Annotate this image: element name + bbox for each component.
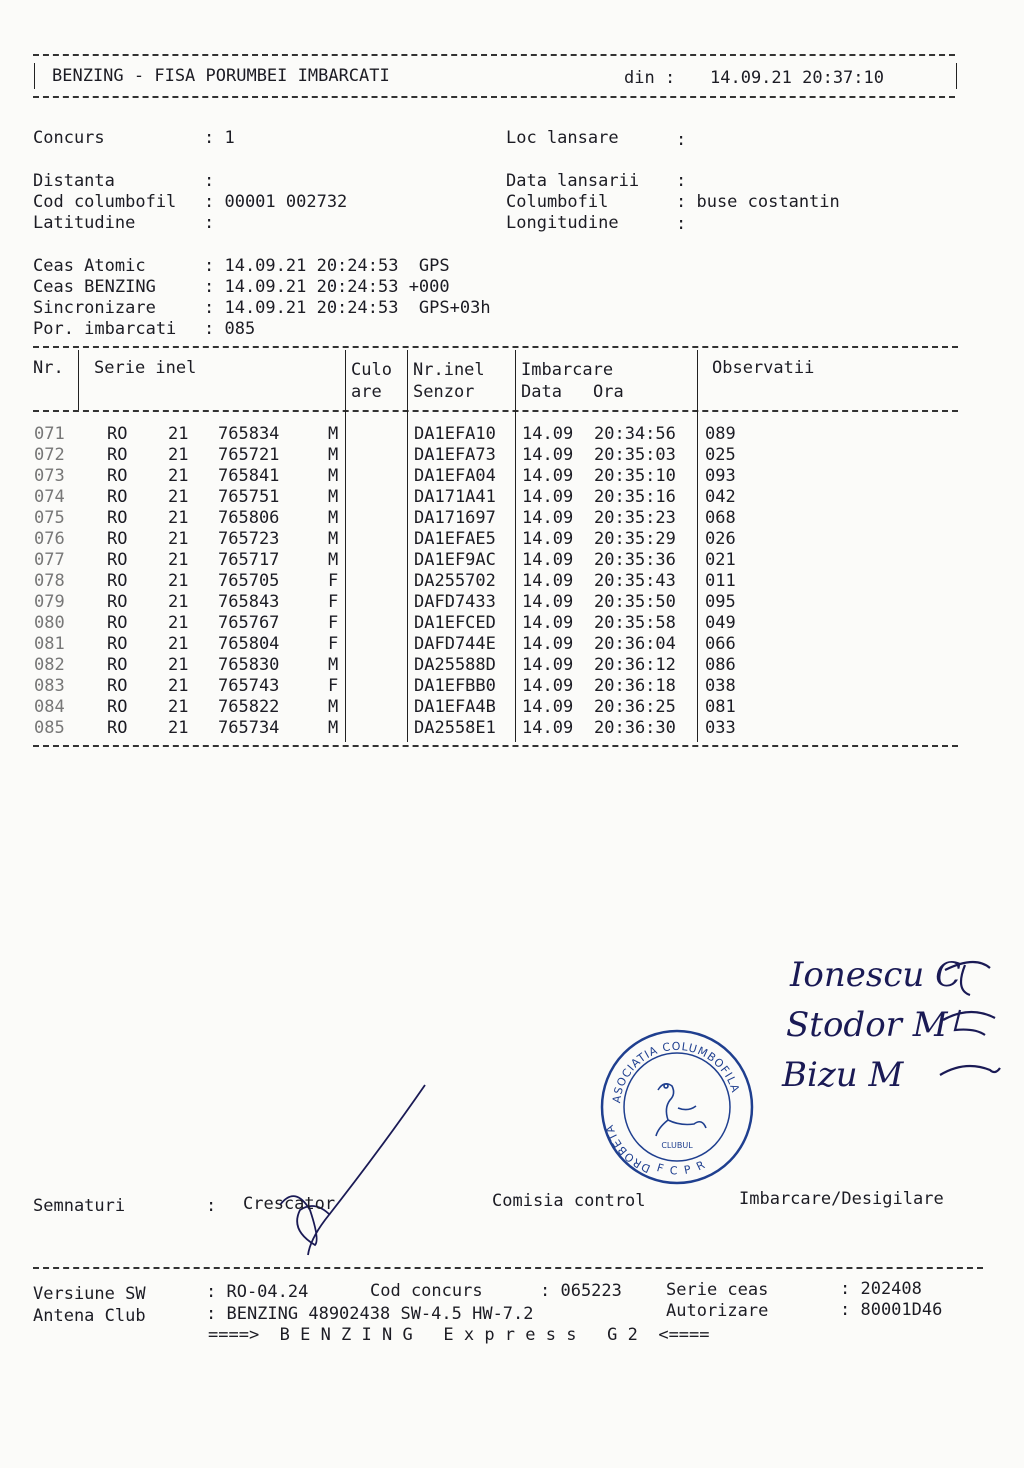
- row-sex: M: [328, 508, 339, 528]
- ceas-benzing-label: Ceas BENZING: [33, 277, 156, 297]
- row-time: 20:35:50: [594, 592, 676, 612]
- row-time: 20:36:30: [594, 718, 676, 738]
- svg-text:DROBETA: [603, 1123, 653, 1176]
- row-observatii: 081: [705, 697, 736, 717]
- por-imbarcati-label: Por. imbarcati: [33, 319, 177, 339]
- row-sensor: DA1EFA10: [414, 424, 496, 444]
- data-lansarii-label: Data lansarii: [506, 171, 640, 191]
- din-label: din :: [624, 68, 676, 88]
- row-year: 21: [168, 508, 189, 528]
- row-sensor: DA171A41: [414, 487, 496, 507]
- row-observatii: 033: [705, 718, 736, 738]
- row-ring-number: 765767: [218, 613, 280, 633]
- row-date: 14.09: [522, 466, 574, 486]
- row-date: 14.09: [522, 487, 574, 507]
- comisia-control-label: Comisia control: [492, 1191, 646, 1211]
- ceas-atomic-label: Ceas Atomic: [33, 256, 146, 276]
- latitudine-value: :: [204, 213, 215, 233]
- table-top-border: [33, 346, 958, 348]
- row-year: 21: [168, 424, 189, 444]
- row-ring-number: 765822: [218, 697, 280, 717]
- row-time: 20:35:36: [594, 550, 676, 570]
- sincronizare-label: Sincronizare: [33, 298, 156, 318]
- row-country: RO: [107, 634, 128, 654]
- row-year: 21: [168, 697, 189, 717]
- row-nr: 083: [34, 676, 65, 696]
- columbofil-value: : buse costantin: [676, 192, 840, 212]
- handwritten-name-1: Ionescu C: [790, 955, 962, 995]
- row-sex: F: [328, 676, 339, 696]
- table-bottom-border: [33, 745, 958, 747]
- row-ring-number: 765705: [218, 571, 280, 591]
- row-ring-number: 765804: [218, 634, 280, 654]
- row-observatii: 095: [705, 592, 736, 612]
- th-imbarcare: Imbarcare: [521, 360, 614, 380]
- row-observatii: 038: [705, 676, 736, 696]
- row-ring-number: 765734: [218, 718, 280, 738]
- row-ring-number: 765721: [218, 445, 280, 465]
- imbarcare-desigilare-label: Imbarcare/Desigilare: [739, 1189, 944, 1209]
- row-sex: M: [328, 529, 339, 549]
- row-country: RO: [107, 613, 128, 633]
- th-nr: Nr.: [33, 358, 64, 378]
- row-observatii: 042: [705, 487, 736, 507]
- row-time: 20:35:03: [594, 445, 676, 465]
- row-ring-number: 765717: [218, 550, 280, 570]
- serie-ceas-value: : 202408: [840, 1279, 922, 1299]
- header-right-border: [956, 63, 957, 89]
- club-stamp: [598, 1028, 756, 1186]
- row-nr: 076: [34, 529, 65, 549]
- row-sex: M: [328, 424, 339, 444]
- row-nr: 075: [34, 508, 65, 528]
- th-nr-inel: Nr.inel: [413, 360, 485, 380]
- row-country: RO: [107, 445, 128, 465]
- sincronizare-value: : 14.09.21 20:24:53 GPS+03h: [204, 298, 491, 318]
- row-nr: 078: [34, 571, 65, 591]
- row-nr: 073: [34, 466, 65, 486]
- stamp-pigeon-icon: [656, 1084, 706, 1136]
- row-observatii: 086: [705, 655, 736, 675]
- row-sensor: DA1EFAE5: [414, 529, 496, 549]
- table-header-border: [33, 410, 958, 412]
- row-nr: 071: [34, 424, 65, 444]
- row-observatii: 093: [705, 466, 736, 486]
- row-sensor: DA1EF9AC: [414, 550, 496, 570]
- row-nr: 081: [34, 634, 65, 654]
- row-country: RO: [107, 697, 128, 717]
- row-ring-number: 765843: [218, 592, 280, 612]
- document-title: BENZING - FISA PORUMBEI IMBARCATI: [52, 66, 390, 86]
- row-sex: M: [328, 655, 339, 675]
- row-ring-number: 765743: [218, 676, 280, 696]
- row-year: 21: [168, 655, 189, 675]
- th-data: Data: [521, 382, 562, 402]
- row-date: 14.09: [522, 529, 574, 549]
- row-nr: 079: [34, 592, 65, 612]
- th-culoare: Culo: [351, 360, 392, 380]
- row-sensor: DA1EFBB0: [414, 676, 496, 696]
- row-observatii: 066: [705, 634, 736, 654]
- row-sensor: DAFD744E: [414, 634, 496, 654]
- row-sensor: DA171697: [414, 508, 496, 528]
- row-year: 21: [168, 550, 189, 570]
- row-sex: M: [328, 466, 339, 486]
- row-year: 21: [168, 613, 189, 633]
- row-year: 21: [168, 718, 189, 738]
- th-ora: Ora: [593, 382, 624, 402]
- row-ring-number: 765806: [218, 508, 280, 528]
- row-time: 20:35:58: [594, 613, 676, 633]
- longitudine-label: Longitudine: [506, 213, 619, 233]
- th-culoare-2: are: [351, 382, 382, 402]
- header-top-border: [33, 54, 955, 56]
- row-country: RO: [107, 424, 128, 444]
- row-sex: M: [328, 445, 339, 465]
- row-nr: 082: [34, 655, 65, 675]
- row-country: RO: [107, 676, 128, 696]
- row-country: RO: [107, 655, 128, 675]
- row-sex: F: [328, 592, 339, 612]
- crescator-signature: [270, 1080, 440, 1260]
- row-country: RO: [107, 466, 128, 486]
- cod-concurs-value: : 065223: [540, 1281, 622, 1301]
- col-divider-senzor: [515, 350, 516, 742]
- row-sex: M: [328, 718, 339, 738]
- row-nr: 074: [34, 487, 65, 507]
- row-time: 20:35:23: [594, 508, 676, 528]
- row-sex: F: [328, 571, 339, 591]
- antena-club-label: Antena Club: [33, 1306, 146, 1326]
- row-country: RO: [107, 571, 128, 591]
- row-time: 20:35:43: [594, 571, 676, 591]
- stamp-center-text: CLUBUL: [661, 1141, 693, 1150]
- por-imbarcati-value: : 085: [204, 319, 256, 339]
- row-country: RO: [107, 487, 128, 507]
- row-sensor: DAFD7433: [414, 592, 496, 612]
- row-year: 21: [168, 487, 189, 507]
- row-sex: M: [328, 487, 339, 507]
- row-sensor: DA1EFA73: [414, 445, 496, 465]
- row-nr: 084: [34, 697, 65, 717]
- th-senzor: Senzor: [413, 382, 475, 402]
- row-ring-number: 765834: [218, 424, 280, 444]
- ceas-benzing-value: : 14.09.21 20:24:53 +000: [204, 277, 450, 297]
- loc-lansare-label: Loc lansare: [506, 128, 619, 148]
- row-observatii: 049: [705, 613, 736, 633]
- row-observatii: 011: [705, 571, 736, 591]
- row-nr: 080: [34, 613, 65, 633]
- row-country: RO: [107, 718, 128, 738]
- row-year: 21: [168, 571, 189, 591]
- serie-ceas-label: Serie ceas: [666, 1280, 769, 1300]
- row-country: RO: [107, 550, 128, 570]
- header-datetime: 14.09.21 20:37:10: [710, 68, 884, 88]
- stamp-bottom-text: F C P R: [655, 1157, 709, 1178]
- distanta-label: Distanta: [33, 171, 115, 191]
- row-date: 14.09: [522, 634, 574, 654]
- row-country: RO: [107, 529, 128, 549]
- data-lansarii-value: :: [676, 171, 687, 191]
- row-date: 14.09: [522, 613, 574, 633]
- row-ring-number: 765751: [218, 487, 280, 507]
- columbofil-label: Columbofil: [506, 192, 609, 212]
- row-sensor: DA1EFA4B: [414, 697, 496, 717]
- row-sensor: DA2558E1: [414, 718, 496, 738]
- crescator-label: Crescator: [243, 1194, 336, 1214]
- row-date: 14.09: [522, 550, 574, 570]
- row-year: 21: [168, 445, 189, 465]
- versiune-sw-value: : RO-04.24: [206, 1282, 309, 1302]
- row-observatii: 089: [705, 424, 736, 444]
- row-nr: 077: [34, 550, 65, 570]
- distanta-value: :: [204, 171, 215, 191]
- row-year: 21: [168, 634, 189, 654]
- row-country: RO: [107, 508, 128, 528]
- row-date: 14.09: [522, 571, 574, 591]
- row-date: 14.09: [522, 718, 574, 738]
- row-sex: F: [328, 634, 339, 654]
- handwritten-name-3: Bizu M: [782, 1055, 904, 1095]
- row-date: 14.09: [522, 697, 574, 717]
- row-time: 20:35:16: [594, 487, 676, 507]
- row-observatii: 068: [705, 508, 736, 528]
- row-observatii: 026: [705, 529, 736, 549]
- handwritten-initials: [935, 950, 1005, 1100]
- row-year: 21: [168, 592, 189, 612]
- versiune-sw-label: Versiune SW: [33, 1284, 146, 1304]
- row-time: 20:36:25: [594, 697, 676, 717]
- row-time: 20:36:18: [594, 676, 676, 696]
- footer-divider: [33, 1267, 983, 1269]
- row-sex: M: [328, 697, 339, 717]
- th-serie-inel: Serie inel: [94, 358, 197, 378]
- row-country: RO: [107, 592, 128, 612]
- row-nr: 072: [34, 445, 65, 465]
- col-divider-nr: [78, 350, 79, 410]
- cod-columbofil-value: : 00001 002732: [204, 192, 348, 212]
- svg-text:ASOCIATIA COLUMBOFILA: [610, 1040, 742, 1104]
- row-sex: M: [328, 550, 339, 570]
- row-time: 20:35:10: [594, 466, 676, 486]
- header-left-border: [34, 63, 35, 89]
- semnaturi-colon: :: [206, 1196, 217, 1216]
- row-time: 20:36:04: [594, 634, 676, 654]
- header-bottom-border: [33, 96, 955, 98]
- benzing-express-banner: ====> B E N Z I N G E x p r e s s G 2 <====: [208, 1325, 710, 1345]
- longitudine-value: :: [676, 214, 687, 234]
- ceas-atomic-value: : 14.09.21 20:24:53 GPS: [204, 256, 450, 276]
- row-time: 20:35:29: [594, 529, 676, 549]
- col-divider-culoare: [407, 350, 408, 742]
- concurs-value: : 1: [204, 128, 235, 148]
- cod-columbofil-label: Cod columbofil: [33, 192, 177, 212]
- row-ring-number: 765723: [218, 529, 280, 549]
- concurs-label: Concurs: [33, 128, 105, 148]
- row-nr: 085: [34, 718, 65, 738]
- row-observatii: 025: [705, 445, 736, 465]
- cod-concurs-label: Cod concurs: [370, 1281, 483, 1301]
- handwritten-name-2: Stodor M: [786, 1005, 948, 1045]
- row-year: 21: [168, 529, 189, 549]
- row-date: 14.09: [522, 424, 574, 444]
- latitudine-label: Latitudine: [33, 213, 136, 233]
- stamp-top-text: ASOCIATIA COLUMBOFILA: [610, 1039, 743, 1104]
- row-year: 21: [168, 676, 189, 696]
- row-sensor: DA1EFA04: [414, 466, 496, 486]
- row-time: 20:34:56: [594, 424, 676, 444]
- row-date: 14.09: [522, 592, 574, 612]
- row-sensor: DA25588D: [414, 655, 496, 675]
- row-date: 14.09: [522, 655, 574, 675]
- antena-club-value: : BENZING 48902438 SW-4.5 HW-7.2: [206, 1304, 534, 1324]
- row-time: 20:36:12: [594, 655, 676, 675]
- row-sensor: DA1EFCED: [414, 613, 496, 633]
- row-date: 14.09: [522, 445, 574, 465]
- col-divider-serie: [345, 350, 346, 742]
- col-divider-imbarcare: [697, 350, 698, 742]
- autorizare-label: Autorizare: [666, 1301, 769, 1321]
- autorizare-value: : 80001D46: [840, 1300, 943, 1320]
- row-observatii: 021: [705, 550, 736, 570]
- row-ring-number: 765841: [218, 466, 280, 486]
- th-observatii: Observatii: [712, 358, 815, 378]
- loc-lansare-value: :: [676, 130, 687, 150]
- row-sensor: DA255702: [414, 571, 496, 591]
- row-ring-number: 765830: [218, 655, 280, 675]
- semnaturi-label: Semnaturi: [33, 1196, 126, 1216]
- row-sex: F: [328, 613, 339, 633]
- row-date: 14.09: [522, 508, 574, 528]
- row-date: 14.09: [522, 676, 574, 696]
- stamp-left-text: DROBETA: [602, 1122, 653, 1176]
- row-year: 21: [168, 466, 189, 486]
